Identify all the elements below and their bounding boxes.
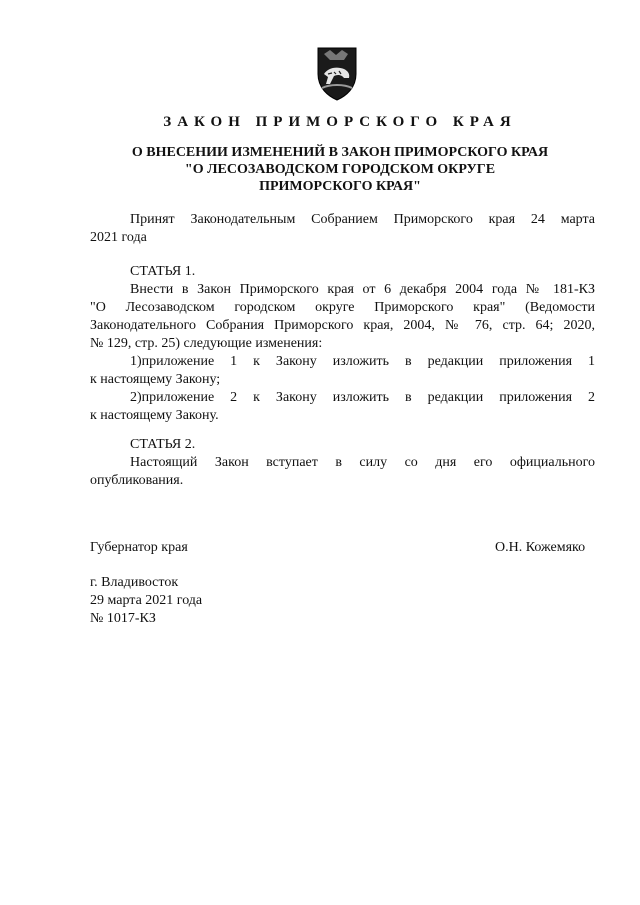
article-1-heading: СТАТЬЯ 1.	[130, 264, 196, 279]
item-2-line: 2)приложение 2 к Закону изложить в редакции приложения 2	[130, 390, 595, 405]
subtitle-line: "О ЛЕСОЗАВОДСКОМ ГОРОДСКОМ ОКРУГЕ	[184, 162, 496, 177]
footer-number: № 1017-КЗ	[90, 611, 156, 626]
footer-city: г. Владивосток	[90, 575, 179, 590]
article-2-heading: СТАТЬЯ 2.	[130, 437, 196, 452]
document-footer	[90, 574, 202, 628]
article-1-body	[90, 281, 595, 425]
article-2-body	[90, 454, 595, 490]
item-1-line: 1)приложение 1 к Закону изложить в редакции приложения 1	[130, 354, 595, 369]
adoption-line: 2021 года	[90, 230, 147, 245]
article-1-line: Внести в Закон Приморского края от 6 декабря 2004 года № 181-КЗ	[130, 282, 595, 297]
item-2-line: к настоящему Закону.	[90, 408, 219, 423]
article-1-line: № 129, стр. 25) следующие изменения:	[90, 336, 323, 351]
signatory-position: Губернатор края	[90, 540, 188, 555]
adoption-line: Принят Законодательным Собранием Приморского края 24 марта	[130, 212, 595, 227]
law-subtitle	[90, 144, 590, 195]
item-1-line: к настоящему Закону;	[90, 372, 221, 387]
article-2-line: Настоящий Закон вступает в силу со дня его официального	[130, 455, 595, 470]
subtitle-line: ПРИМОРСКОГО КРАЯ"	[259, 179, 421, 194]
article-1-line: Законодательного Собрания Приморского края, 2004, № 76, стр. 64; 2020,	[90, 318, 595, 333]
article-1-line: "О Лесозаводском городском округе Приморского края" (Ведомости	[90, 300, 595, 315]
article-2-line: опубликования.	[90, 473, 184, 488]
law-title: ЗАКОН ПРИМОРСКОГО КРАЯ	[163, 114, 517, 130]
coat-of-arms-icon	[314, 44, 360, 102]
adoption-paragraph	[90, 211, 595, 247]
footer-date: 29 марта 2021 года	[90, 593, 203, 608]
subtitle-line: О ВНЕСЕНИИ ИЗМЕНЕНИЙ В ЗАКОН ПРИМОРСКОГО КРАЯ	[131, 145, 549, 160]
signatory-name: О.Н. Кожемяко	[495, 540, 586, 555]
